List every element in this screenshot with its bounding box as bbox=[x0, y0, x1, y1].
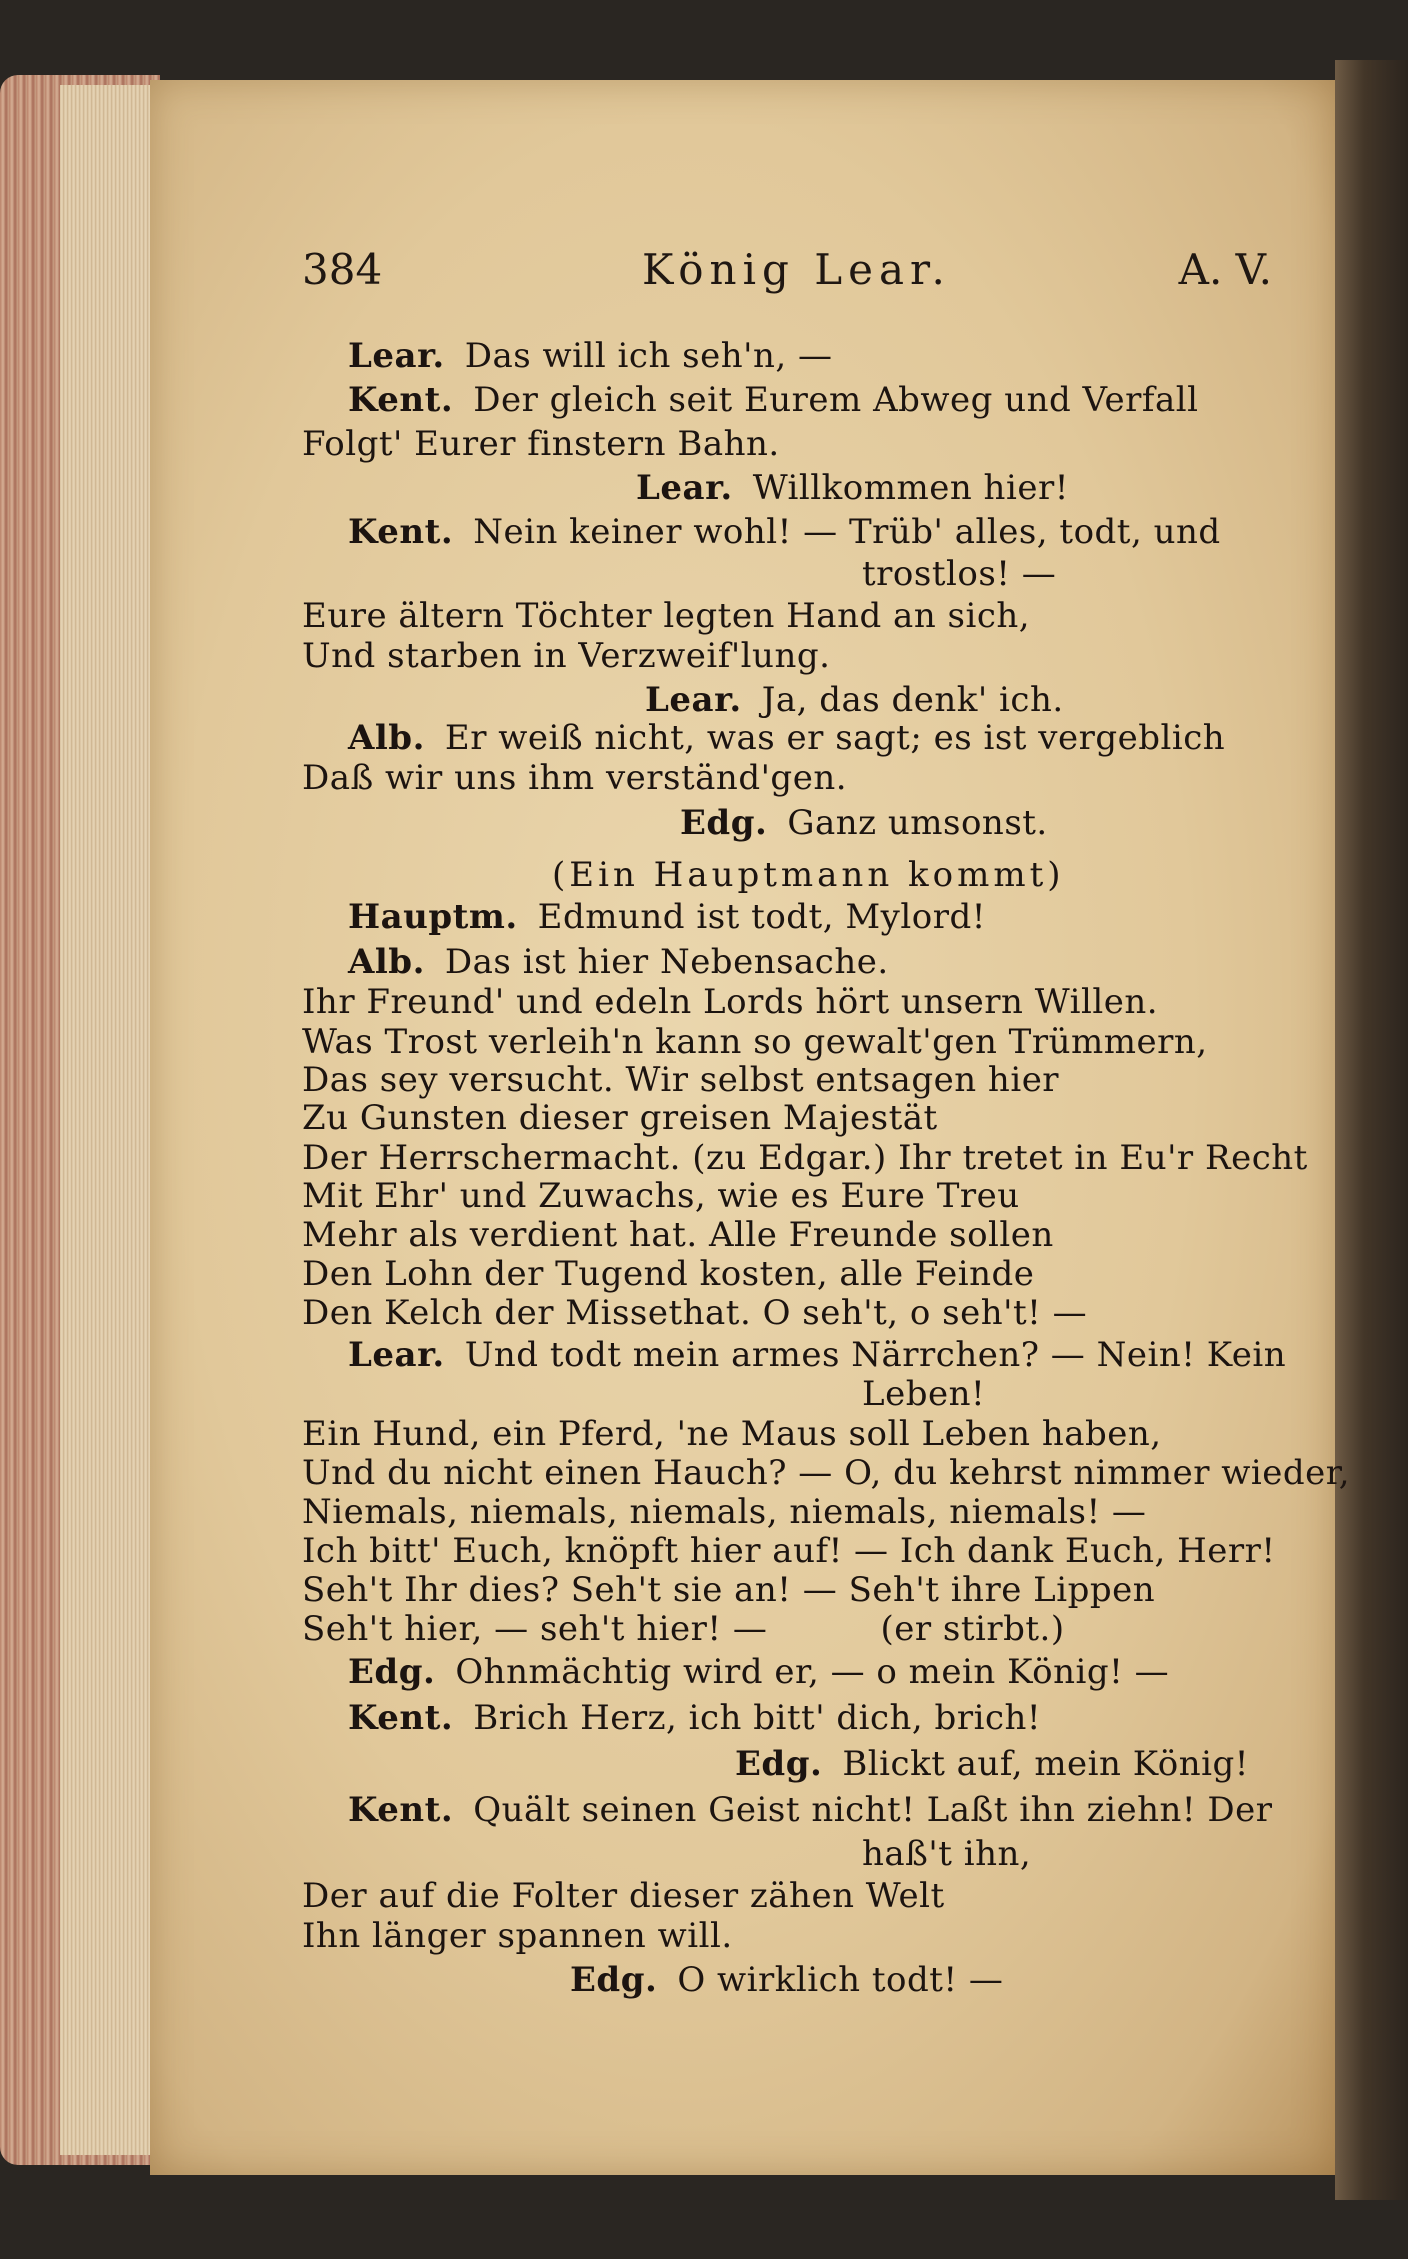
text-line: Edg. Ganz umsonst. bbox=[680, 803, 1048, 843]
text-line: Das sey versucht. Wir selbst entsagen hier bbox=[302, 1060, 1060, 1100]
text-line: Der auf die Folter dieser zähen Welt bbox=[302, 1876, 945, 1916]
text-line: Edg. Ohnmächtig wird er, — o mein König! — bbox=[348, 1652, 1170, 1692]
text-line: Kent. Nein keiner wohl! — Trüb' alles, todt, und bbox=[348, 512, 1221, 552]
text-line: Edg. O wirklich todt! — bbox=[570, 1960, 1004, 2000]
text-line: Eure ältern Töchter legten Hand an sich, bbox=[302, 596, 1031, 636]
text-line: Hauptm. Edmund ist todt, Mylord! bbox=[348, 897, 986, 937]
text-line: Kent. Quält seinen Geist nicht! Laßt ihn ziehn! Der bbox=[348, 1790, 1273, 1830]
text-line: Ein Hund, ein Pferd, 'ne Maus soll Leben haben, bbox=[302, 1414, 1162, 1454]
text-line: Folgt' Eurer finstern Bahn. bbox=[302, 424, 780, 464]
text-line: Mehr als verdient hat. Alle Freunde sollen bbox=[302, 1215, 1054, 1255]
text-line: Alb. Das ist hier Nebensache. bbox=[348, 942, 889, 982]
text-line: Und starben in Verzweif'lung. bbox=[302, 636, 831, 676]
text-line: Ich bitt' Euch, knöpft hier auf! — Ich dank Euch, Herr! bbox=[302, 1531, 1276, 1571]
text-line: Seh't hier, — seh't hier! — (er stirbt.) bbox=[302, 1609, 1065, 1649]
text-line: Alb. Er weiß nicht, was er sagt; es ist vergeblich bbox=[348, 718, 1226, 758]
text-line: haß't ihn, bbox=[862, 1834, 1032, 1874]
text-line: Lear. Willkommen hier! bbox=[636, 468, 1069, 508]
book-page-stack bbox=[60, 85, 160, 2155]
text-line: Seh't Ihr dies? Seh't sie an! — Seh't ihre Lippen bbox=[302, 1570, 1156, 1610]
text-line: Niemals, niemals, niemals, niemals, niemals! — bbox=[302, 1492, 1147, 1532]
text-line: Ihr Freund' und edeln Lords hört unsern Willen. bbox=[302, 982, 1159, 1022]
text-line: Was Trost verleih'n kann so gewalt'gen Trümmern, bbox=[302, 1022, 1208, 1062]
text-line: Kent. Der gleich seit Eurem Abweg und Verfall bbox=[348, 380, 1199, 420]
text-line: Den Kelch der Missethat. O seh't, o seh't! — bbox=[302, 1293, 1088, 1333]
stage-direction: (Ein Hauptmann kommt) bbox=[552, 855, 1065, 895]
text-line: Mit Ehr' und Zuwachs, wie es Eure Treu bbox=[302, 1176, 1020, 1216]
page-number: 384 bbox=[302, 245, 383, 294]
text-line: Ihn länger spannen will. bbox=[302, 1916, 733, 1956]
act-marker: A. V. bbox=[1178, 245, 1272, 294]
text-line: Und du nicht einen Hauch? — O, du kehrst nimmer wieder, bbox=[302, 1453, 1351, 1493]
text-line: Lear. Ja, das denk' ich. bbox=[645, 680, 1064, 720]
text-line: trostlos! — bbox=[862, 554, 1057, 594]
page-header bbox=[302, 245, 1272, 295]
text-line: Den Lohn der Tugend kosten, alle Feinde bbox=[302, 1254, 1035, 1294]
text-line: Lear. Und todt mein armes Närrchen? — Nein! Kein bbox=[348, 1335, 1287, 1375]
text-line: Edg. Blickt auf, mein König! bbox=[735, 1744, 1249, 1784]
text-line: Daß wir uns ihm verständ'gen. bbox=[302, 758, 848, 798]
text-line: Lear. Das will ich seh'n, — bbox=[348, 336, 833, 376]
text-line: Kent. Brich Herz, ich bitt' dich, brich! bbox=[348, 1698, 1042, 1738]
text-line: Der Herrschermacht. (zu Edgar.) Ihr tretet in Eu'r Recht bbox=[302, 1138, 1308, 1178]
text-line: Zu Gunsten dieser greisen Majestät bbox=[302, 1098, 938, 1138]
book-cover-edge bbox=[1335, 60, 1408, 2200]
running-title: König Lear. bbox=[642, 245, 951, 294]
text-line: Leben! bbox=[862, 1374, 986, 1414]
